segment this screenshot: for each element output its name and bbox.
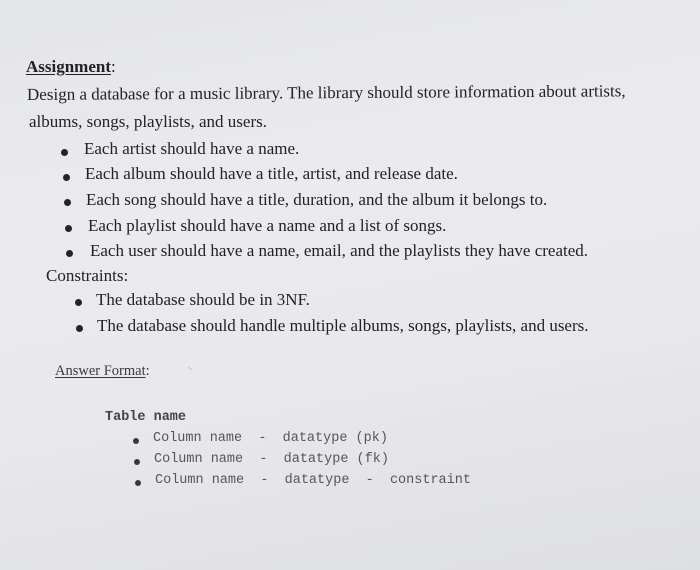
requirement-item: Each artist should have a name. xyxy=(84,139,300,158)
assignment-colon: : xyxy=(111,57,116,76)
column-spec-row: Column name - datatype (fk) xyxy=(154,452,389,467)
requirement-item: Each user should have a name, email, and the playlists they have created. xyxy=(90,241,589,260)
requirement-item: Each album should have a title, artist, and release date. xyxy=(85,164,458,183)
column-spec-row: Column name - datatype (pk) xyxy=(153,431,388,446)
constraints-heading: Constraints: xyxy=(46,266,129,285)
constraint-item: The database should handle multiple albums, songs, playlists, and users. xyxy=(97,316,589,335)
answer-format-heading xyxy=(55,363,150,380)
column-spec-row: Column name - datatype - constraint xyxy=(155,473,471,488)
stray-mark xyxy=(188,367,192,370)
bullet-icon xyxy=(135,480,141,486)
bullet-icon xyxy=(61,149,68,156)
answer-format-label: Answer Format xyxy=(55,363,146,379)
assignment-intro-line-2: albums, songs, playlists, and users. xyxy=(29,112,267,131)
bullet-icon xyxy=(75,299,82,306)
requirement-item: Each playlist should have a name and a list of songs. xyxy=(88,216,447,235)
answer-format-colon: : xyxy=(145,363,150,379)
bullet-icon xyxy=(65,225,72,232)
bullet-icon xyxy=(133,438,139,444)
assignment-intro-line-1: Design a database for a music library. The library should store information about artists, xyxy=(26,81,626,104)
bullet-icon xyxy=(63,174,70,181)
assignment-label: Assignment xyxy=(26,57,112,76)
assignment-heading xyxy=(26,57,116,77)
requirement-item: Each song should have a title, duration, and the album it belongs to. xyxy=(86,190,548,209)
bullet-icon xyxy=(76,325,83,332)
bullet-icon xyxy=(134,459,140,465)
table-name-label: Table name xyxy=(105,410,187,425)
bullet-icon xyxy=(66,250,73,257)
constraint-item: The database should be in 3NF. xyxy=(96,290,310,309)
bullet-icon xyxy=(64,199,71,206)
